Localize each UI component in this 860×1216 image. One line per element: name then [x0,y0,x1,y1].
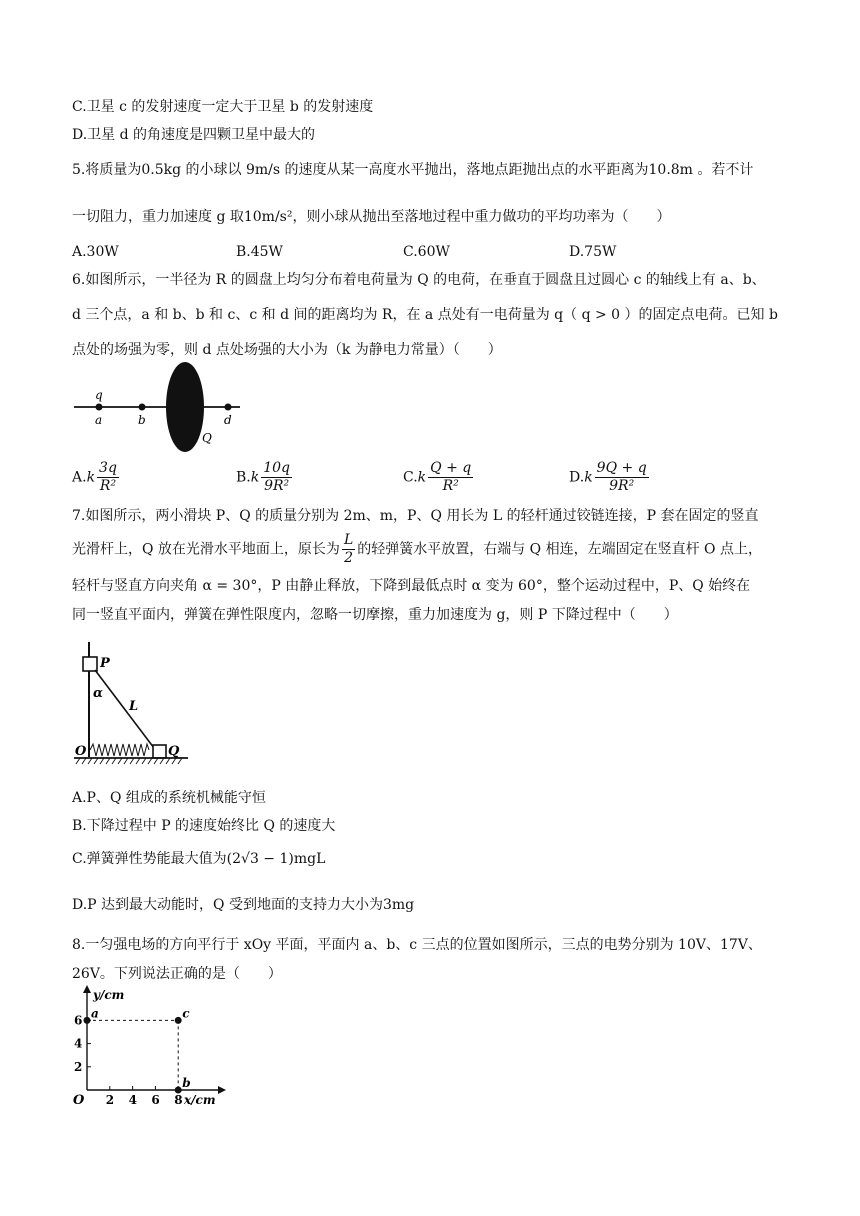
q8-coordinate-figure [68,985,228,1110]
q6-label-b: b [138,413,146,427]
q7-option-c: C.弹簧弹性势能最大值为(2√3 − 1)mgL [72,851,326,867]
q4-option-d: D.卫星 d 的角速度是四颗卫星中最大的 [72,127,316,143]
point-label-a: a [91,1006,99,1021]
point-label-b: b [182,1076,191,1090]
q7-line2: 光滑杆上，Q 放在光滑水平地面上，原长为 $\frac{L}{2}$ 的轻弹簧水平放置，右端与 Q 相连，左端固定在竖直杆 O 点上， [72,532,762,566]
q5-option-b: B.45W [236,244,283,260]
q7-label-Q: Q [168,744,180,759]
q6-disk-figure [72,362,252,454]
q6-label-a: a [95,413,103,427]
q8-line1: 8.一匀强电场的方向平行于 xOy 平面，平面内 a、b、c 三点的位置如图所示，三点的电势分别为 10V、17V、 [72,937,762,953]
y-tick-label: 2 [74,1059,83,1074]
q7-option-b: B.下降过程中 P 的速度始终比 Q 的速度大 [72,818,336,834]
x-tick-label: 4 [128,1093,137,1107]
point-a [84,1017,91,1024]
q6-label-d: d [224,413,232,427]
q7-slider-figure [72,640,202,772]
q6-line3: 点处的场强为零，则 d 点处场强的大小为（k 为静电力常量）（ ） [72,342,502,358]
point-b [175,1087,182,1094]
q7-label-alpha: α [93,686,104,701]
q8-ylabel: y/cm [93,988,125,1002]
y-tick-label: 4 [74,1036,83,1051]
q4-option-c: C.卫星 c 的发射速度一定大于卫星 b 的发射速度 [72,99,374,115]
q6-option-a: A.k $\frac{3q}{\text{R²}}$ [72,460,117,494]
q7-label-P: P [100,656,110,671]
q5-line2: 一切阻力，重力加速度 g 取10m/s²，则小球从抛出至落地过程中重力做功的平均功率为（ ） [72,209,671,225]
point-c [175,1017,182,1024]
q7-line3: 轻杆与竖直方向夹角 α = 30°，P 由静止释放，下降到最低点时 α 变为 60°，整个运动过程中，P、Q 始终在 [72,578,751,594]
q6-line1: 6.如图所示，一半径为 R 的圆盘上均匀分布着电荷量为 Q 的电荷，在垂直于圆盘且过圆心 c 的轴线上有 a、b、 [72,272,766,288]
q6-label-q: q [95,388,103,402]
q7-option-a: A.P、Q 组成的系统机械能守恒 [72,790,266,806]
x-tick-label: 8 [174,1093,183,1107]
x-tick-label: 6 [151,1093,160,1107]
q7-label-O: O [75,744,87,759]
q8-line2: 26V。下列说法正确的是（ ） [72,966,282,982]
q5-option-c: C.60W [403,244,450,260]
q6-option-b: B.k $\frac{10q}{\text{9R²}}$ [236,460,291,494]
q7-label-L: L [129,699,139,714]
q6-line2: d 三个点，a 和 b、b 和 c、c 和 d 间的距离均为 R，在 a 点处有一电荷量为 q（ q > 0 ）的固定点电荷。已知 b [72,307,778,323]
q7-line1: 7.如图所示，两小滑块 P、Q 的质量分别为 2m、m，P、Q 用长为 L 的轻杆通过铰链连接，P 套在固定的竖直 [72,508,759,524]
q5-line1: 5.将质量为0.5kg 的小球以 9m/s 的速度从某一高度水平抛出，落地点距抛出点的水平距离为10.8m 。若不计 [72,162,754,178]
q7-option-d: D.P 达到最大动能时，Q 受到地面的支持力大小为3mg [72,897,415,913]
x-tick-label: 2 [105,1093,115,1107]
q5-option-d: D.75W [569,244,617,260]
q6-label-Q: Q [202,431,212,445]
y-tick-label: 6 [74,1013,83,1028]
q5-option-a: A.30W [72,244,119,260]
q8-origin: O [73,1093,85,1108]
q6-option-c: C.k $\frac{Q + q}{\text{R²}}$ [403,460,472,494]
q6-option-d: D.k $\frac{9Q + q}{\text{9R²}}$ [569,460,647,494]
point-label-c: c [182,1006,190,1021]
q7-line4: 同一竖直平面内，弹簧在弹性限度内，忽略一切摩擦，重力加速度为 g，则 P 下降过程中（ ） [72,607,678,623]
q8-xlabel: x/cm [184,1093,216,1107]
